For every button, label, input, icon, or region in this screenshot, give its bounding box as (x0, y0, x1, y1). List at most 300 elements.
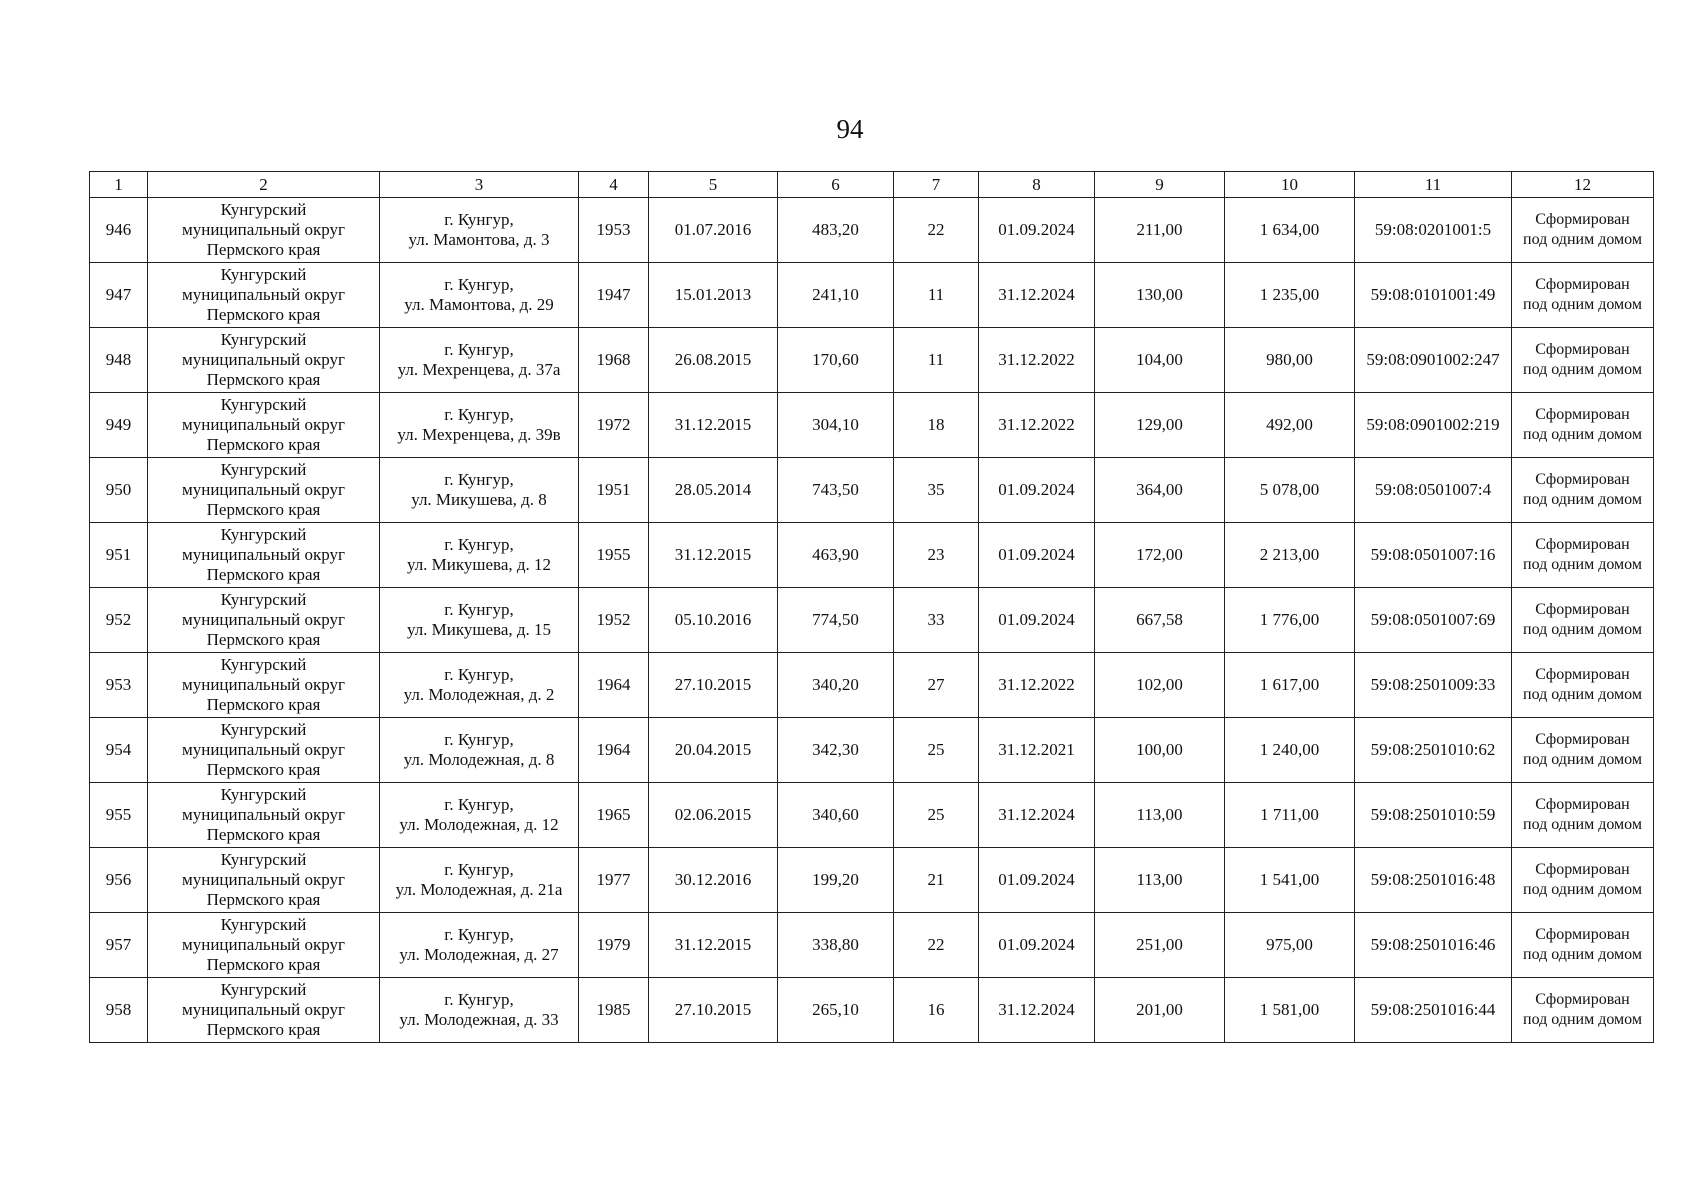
status-cell (1512, 653, 1654, 718)
municipality-line: Пермского края (206, 370, 321, 389)
year-cell (579, 588, 649, 653)
status-cell (1512, 783, 1654, 848)
cell-value: 211,00 (1136, 220, 1183, 239)
date-cell (649, 393, 778, 458)
municipality-line: Пермского края (206, 630, 321, 649)
municipality-line: Кунгурский (220, 460, 307, 479)
address-line: г. Кунгур, (444, 860, 514, 879)
status-line: Сформирован (1535, 601, 1630, 618)
date-cell (649, 328, 778, 393)
municipality-line: муниципальный округ (181, 220, 346, 239)
year-cell (579, 263, 649, 328)
date-cell (649, 263, 778, 328)
address-line: ул. Молодежная, д. 27 (399, 945, 559, 964)
municipality-cell (148, 848, 380, 913)
cell-value: 251,00 (1136, 935, 1183, 954)
area-cell (1095, 978, 1225, 1043)
address-cell (380, 978, 579, 1043)
date-cell (979, 523, 1095, 588)
municipality-cell (148, 718, 380, 783)
cadastral-number-cell (1355, 198, 1512, 263)
municipality-line: муниципальный округ (181, 935, 346, 954)
municipality-cell (148, 328, 380, 393)
cell-value: 31.12.2022 (998, 675, 1075, 694)
cell-value: 31.12.2021 (998, 740, 1075, 759)
row-number-cell (90, 263, 148, 328)
cell-value: 05.10.2016 (674, 610, 752, 629)
municipality-line: Кунгурский (220, 980, 307, 999)
date-cell (649, 978, 778, 1043)
cadastral-number: 59:08:2501016:44 (1370, 1000, 1496, 1019)
cell-value: 16 (927, 1000, 945, 1019)
cell-value: 21 (927, 870, 945, 889)
municipality-line: муниципальный округ (181, 610, 346, 629)
cell-value: 01.09.2024 (998, 480, 1075, 499)
cell-value: 31.12.2024 (998, 1000, 1075, 1019)
address-line: г. Кунгур, (444, 795, 514, 814)
municipality-line: Кунгурский (220, 850, 307, 869)
area-cell (1095, 458, 1225, 523)
cell-value: 364,00 (1136, 480, 1183, 499)
status-line: под одним домом (1523, 816, 1642, 833)
date-cell (979, 848, 1095, 913)
status-cell (1512, 393, 1654, 458)
status-line: Сформирован (1535, 731, 1630, 748)
table-row (90, 783, 1654, 848)
cell-value: 20.04.2015 (674, 740, 752, 759)
municipality-line: муниципальный округ (181, 415, 346, 434)
cell-value: 1985 (596, 1000, 631, 1019)
status-line: Сформирован (1535, 536, 1630, 553)
cell-value: 975,00 (1266, 935, 1313, 954)
address-line: ул. Микушева, д. 8 (411, 490, 547, 509)
cell-value: 01.07.2016 (674, 220, 752, 239)
cell-value: 27 (927, 675, 945, 694)
date-cell (979, 978, 1095, 1043)
municipality-line: Пермского края (206, 565, 321, 584)
cadastral-number: 59:08:0501007:16 (1370, 545, 1496, 564)
date-cell (649, 588, 778, 653)
cell-value: 1 235,00 (1259, 285, 1320, 304)
cell-value: 31.12.2024 (998, 805, 1075, 824)
year-cell (579, 523, 649, 588)
cell-value: 774,50 (812, 610, 859, 629)
cell-value: 1951 (596, 480, 631, 499)
cell-value: 31.12.2015 (674, 935, 752, 954)
cell-value: 1 776,00 (1259, 610, 1320, 629)
municipality-line: муниципальный округ (181, 1000, 346, 1019)
cell-value: 27.10.2015 (674, 675, 752, 694)
count-cell (894, 783, 979, 848)
area-cell (1095, 783, 1225, 848)
status-line: под одним домом (1523, 361, 1642, 378)
municipality-cell (148, 263, 380, 328)
cell-value: 30.12.2016 (674, 870, 752, 889)
cell-value: 980,00 (1266, 350, 1313, 369)
column-header: 11 (1355, 172, 1512, 198)
status-cell (1512, 913, 1654, 978)
cadastral-number: 59:08:2501010:62 (1370, 740, 1496, 759)
municipality-cell (148, 588, 380, 653)
status-line: под одним домом (1523, 751, 1642, 768)
status-cell (1512, 718, 1654, 783)
cell-value: 265,10 (812, 1000, 859, 1019)
address-cell (380, 783, 579, 848)
cell-value: 113,00 (1136, 805, 1183, 824)
address-cell (380, 198, 579, 263)
date-cell (979, 718, 1095, 783)
municipality-line: Кунгурский (220, 590, 307, 609)
area-cell (1095, 198, 1225, 263)
area-cell (778, 588, 894, 653)
cell-value: 113,00 (1136, 870, 1183, 889)
cell-value: 27.10.2015 (674, 1000, 752, 1019)
municipality-cell (148, 653, 380, 718)
cell-value: 1 541,00 (1259, 870, 1320, 889)
address-cell (380, 523, 579, 588)
cell-value: 1 711,00 (1260, 805, 1319, 824)
address-cell (380, 848, 579, 913)
municipality-line: Пермского края (206, 695, 321, 714)
column-header: 12 (1512, 172, 1654, 198)
cell-value: 11 (927, 285, 945, 304)
cell-value: 172,00 (1136, 545, 1183, 564)
date-cell (649, 848, 778, 913)
land-area-cell (1225, 523, 1355, 588)
cadastral-number-cell (1355, 393, 1512, 458)
land-area-cell (1225, 913, 1355, 978)
row-number-cell (90, 653, 148, 718)
status-line: Сформирован (1535, 666, 1630, 683)
cadastral-number: 59:08:0501007:4 (1374, 480, 1492, 499)
municipality-cell (148, 523, 380, 588)
date-cell (979, 198, 1095, 263)
address-line: г. Кунгур, (444, 275, 514, 294)
cell-value: 18 (927, 415, 945, 434)
year-cell (579, 653, 649, 718)
municipality-line: Пермского края (206, 1020, 321, 1039)
cell-value: 31.12.2015 (674, 545, 752, 564)
address-line: г. Кунгур, (444, 470, 514, 489)
cell-value: 1968 (596, 350, 631, 369)
area-cell (1095, 848, 1225, 913)
cell-value: 342,30 (812, 740, 859, 759)
count-cell (894, 653, 979, 718)
address-cell (380, 393, 579, 458)
address-line: ул. Молодежная, д. 21а (395, 880, 563, 899)
column-header: 10 (1225, 172, 1355, 198)
status-line: под одним домом (1523, 296, 1642, 313)
municipality-line: Пермского края (206, 435, 321, 454)
column-header: 8 (979, 172, 1095, 198)
row-number-cell (90, 718, 148, 783)
cadastral-number-cell (1355, 588, 1512, 653)
row-number: 956 (105, 870, 132, 889)
status-cell (1512, 588, 1654, 653)
area-cell (778, 458, 894, 523)
status-cell (1512, 263, 1654, 328)
cell-value: 201,00 (1136, 1000, 1183, 1019)
cell-value: 01.09.2024 (998, 870, 1075, 889)
date-cell (979, 263, 1095, 328)
address-cell (380, 718, 579, 783)
cell-value: 1 240,00 (1259, 740, 1320, 759)
status-line: Сформирован (1535, 276, 1630, 293)
cell-value: 01.09.2024 (998, 610, 1075, 629)
land-area-cell (1225, 848, 1355, 913)
land-area-cell (1225, 653, 1355, 718)
land-area-cell (1225, 978, 1355, 1043)
year-cell (579, 783, 649, 848)
municipality-line: муниципальный округ (181, 740, 346, 759)
cell-value: 1953 (596, 220, 631, 239)
cell-value: 492,00 (1266, 415, 1313, 434)
status-line: под одним домом (1523, 491, 1642, 508)
registry-table (89, 171, 1654, 1043)
cell-value: 129,00 (1136, 415, 1183, 434)
status-line: Сформирован (1535, 796, 1630, 813)
municipality-line: Кунгурский (220, 265, 307, 284)
table-row (90, 588, 1654, 653)
area-cell (778, 783, 894, 848)
year-cell (579, 913, 649, 978)
cadastral-number: 59:08:0501007:69 (1370, 610, 1496, 629)
cell-value: 1 617,00 (1259, 675, 1320, 694)
area-cell (1095, 588, 1225, 653)
address-line: ул. Микушева, д. 15 (406, 620, 552, 639)
cadastral-number-cell (1355, 848, 1512, 913)
row-number-cell (90, 848, 148, 913)
cadastral-number-cell (1355, 653, 1512, 718)
municipality-line: Пермского края (206, 305, 321, 324)
cell-value: 241,10 (812, 285, 859, 304)
year-cell (579, 328, 649, 393)
count-cell (894, 913, 979, 978)
cell-value: 340,20 (812, 675, 859, 694)
row-number-cell (90, 393, 148, 458)
municipality-line: Кунгурский (220, 395, 307, 414)
cell-value: 31.12.2015 (674, 415, 752, 434)
cell-value: 15.01.2013 (674, 285, 752, 304)
area-cell (778, 653, 894, 718)
cadastral-number: 59:08:2501009:33 (1370, 675, 1496, 694)
address-line: г. Кунгур, (444, 990, 514, 1009)
table-body (90, 198, 1654, 1043)
area-cell (1095, 328, 1225, 393)
municipality-cell (148, 458, 380, 523)
date-cell (979, 588, 1095, 653)
address-cell (380, 328, 579, 393)
address-cell (380, 653, 579, 718)
row-number-cell (90, 783, 148, 848)
table-row (90, 393, 1654, 458)
count-cell (894, 198, 979, 263)
cadastral-number: 59:08:2501016:48 (1370, 870, 1496, 889)
year-cell (579, 718, 649, 783)
cell-value: 338,80 (812, 935, 859, 954)
cell-value: 304,10 (812, 415, 859, 434)
municipality-line: муниципальный округ (181, 480, 346, 499)
row-number: 954 (105, 740, 132, 759)
year-cell (579, 458, 649, 523)
municipality-line: Пермского края (206, 760, 321, 779)
cell-value: 743,50 (812, 480, 859, 499)
cell-value: 11 (927, 350, 945, 369)
cadastral-number-cell (1355, 978, 1512, 1043)
page-number: 94 (836, 114, 864, 144)
count-cell (894, 458, 979, 523)
cell-value: 100,00 (1136, 740, 1183, 759)
status-cell (1512, 458, 1654, 523)
address-line: ул. Молодежная, д. 33 (399, 1010, 559, 1029)
count-cell (894, 718, 979, 783)
address-line: г. Кунгур, (444, 730, 514, 749)
municipality-line: Пермского края (206, 955, 321, 974)
area-cell (1095, 913, 1225, 978)
row-number: 949 (105, 415, 132, 434)
row-number-cell (90, 198, 148, 263)
row-number: 948 (105, 350, 132, 369)
row-number-cell (90, 328, 148, 393)
count-cell (894, 588, 979, 653)
cell-value: 25 (927, 805, 945, 824)
row-number: 955 (105, 805, 132, 824)
status-line: под одним домом (1523, 1011, 1642, 1028)
cadastral-number-cell (1355, 913, 1512, 978)
municipality-line: муниципальный округ (181, 545, 346, 564)
status-cell (1512, 328, 1654, 393)
status-line: Сформирован (1535, 991, 1630, 1008)
cell-value: 1964 (596, 740, 631, 759)
address-cell (380, 263, 579, 328)
date-cell (979, 393, 1095, 458)
address-line: г. Кунгур, (444, 665, 514, 684)
row-number-cell (90, 458, 148, 523)
municipality-line: Кунгурский (220, 655, 307, 674)
address-line: г. Кунгур, (444, 340, 514, 359)
cell-value: 01.09.2024 (998, 220, 1075, 239)
cadastral-number-cell (1355, 263, 1512, 328)
cell-value: 31.12.2022 (998, 350, 1075, 369)
municipality-line: Кунгурский (220, 785, 307, 804)
status-line: Сформирован (1535, 406, 1630, 423)
column-header: 4 (579, 172, 649, 198)
area-cell (778, 978, 894, 1043)
area-cell (778, 523, 894, 588)
area-cell (1095, 718, 1225, 783)
year-cell (579, 198, 649, 263)
cell-value: 1952 (596, 610, 631, 629)
cell-value: 26.08.2015 (674, 350, 752, 369)
cell-value: 35 (927, 480, 945, 499)
address-line: ул. Мамонтова, д. 29 (404, 295, 554, 314)
table-row (90, 978, 1654, 1043)
land-area-cell (1225, 393, 1355, 458)
address-cell (380, 913, 579, 978)
municipality-cell (148, 913, 380, 978)
area-cell (778, 913, 894, 978)
cell-value: 199,20 (812, 870, 859, 889)
area-cell (1095, 263, 1225, 328)
count-cell (894, 393, 979, 458)
area-cell (1095, 393, 1225, 458)
table-row (90, 458, 1654, 523)
column-header: 6 (778, 172, 894, 198)
municipality-line: Кунгурский (220, 525, 307, 544)
status-cell (1512, 848, 1654, 913)
address-line: ул. Мамонтова, д. 3 (408, 230, 550, 249)
date-cell (979, 458, 1095, 523)
row-number: 951 (105, 545, 132, 564)
table-row (90, 328, 1654, 393)
cell-value: 23 (927, 545, 945, 564)
cell-value: 1 581,00 (1259, 1000, 1320, 1019)
area-cell (1095, 523, 1225, 588)
municipality-line: муниципальный округ (181, 805, 346, 824)
year-cell (579, 393, 649, 458)
address-line: ул. Мехренцева, д. 37а (397, 360, 561, 379)
status-line: под одним домом (1523, 556, 1642, 573)
cell-value: 31.12.2024 (998, 285, 1075, 304)
land-area-cell (1225, 198, 1355, 263)
cell-value: 463,90 (812, 545, 859, 564)
address-line: г. Кунгур, (444, 535, 514, 554)
cell-value: 5 078,00 (1259, 480, 1320, 499)
cadastral-number: 59:08:2501016:46 (1370, 935, 1496, 954)
date-cell (649, 653, 778, 718)
cell-value: 1965 (596, 805, 631, 824)
address-line: г. Кунгур, (444, 600, 514, 619)
row-number-cell (90, 978, 148, 1043)
municipality-line: Пермского края (206, 890, 321, 909)
municipality-line: Пермского края (206, 240, 321, 259)
column-header: 5 (649, 172, 778, 198)
cadastral-number-cell (1355, 523, 1512, 588)
table-row (90, 523, 1654, 588)
municipality-line: Кунгурский (220, 915, 307, 934)
table-row (90, 263, 1654, 328)
status-cell (1512, 978, 1654, 1043)
land-area-cell (1225, 718, 1355, 783)
status-line: под одним домом (1523, 881, 1642, 898)
year-cell (579, 978, 649, 1043)
date-cell (649, 718, 778, 783)
cadastral-number: 59:08:0901002:247 (1366, 350, 1500, 369)
cadastral-number: 59:08:0901002:219 (1366, 415, 1500, 434)
municipality-line: муниципальный округ (181, 870, 346, 889)
address-line: г. Кунгур, (444, 210, 514, 229)
row-number: 950 (105, 480, 132, 499)
table-row (90, 848, 1654, 913)
land-area-cell (1225, 588, 1355, 653)
municipality-line: Кунгурский (220, 200, 307, 219)
date-cell (649, 523, 778, 588)
cell-value: 33 (927, 610, 945, 629)
row-number: 946 (105, 220, 132, 239)
cell-value: 102,00 (1136, 675, 1183, 694)
cadastral-number: 59:08:2501010:59 (1370, 805, 1496, 824)
row-number: 957 (105, 935, 132, 954)
column-header: 3 (380, 172, 579, 198)
table-row (90, 718, 1654, 783)
cell-value: 1947 (596, 285, 631, 304)
cell-value: 130,00 (1136, 285, 1183, 304)
area-cell (778, 848, 894, 913)
address-line: ул. Молодежная, д. 2 (403, 685, 555, 704)
cell-value: 170,60 (812, 350, 859, 369)
municipality-cell (148, 198, 380, 263)
table-row (90, 653, 1654, 718)
